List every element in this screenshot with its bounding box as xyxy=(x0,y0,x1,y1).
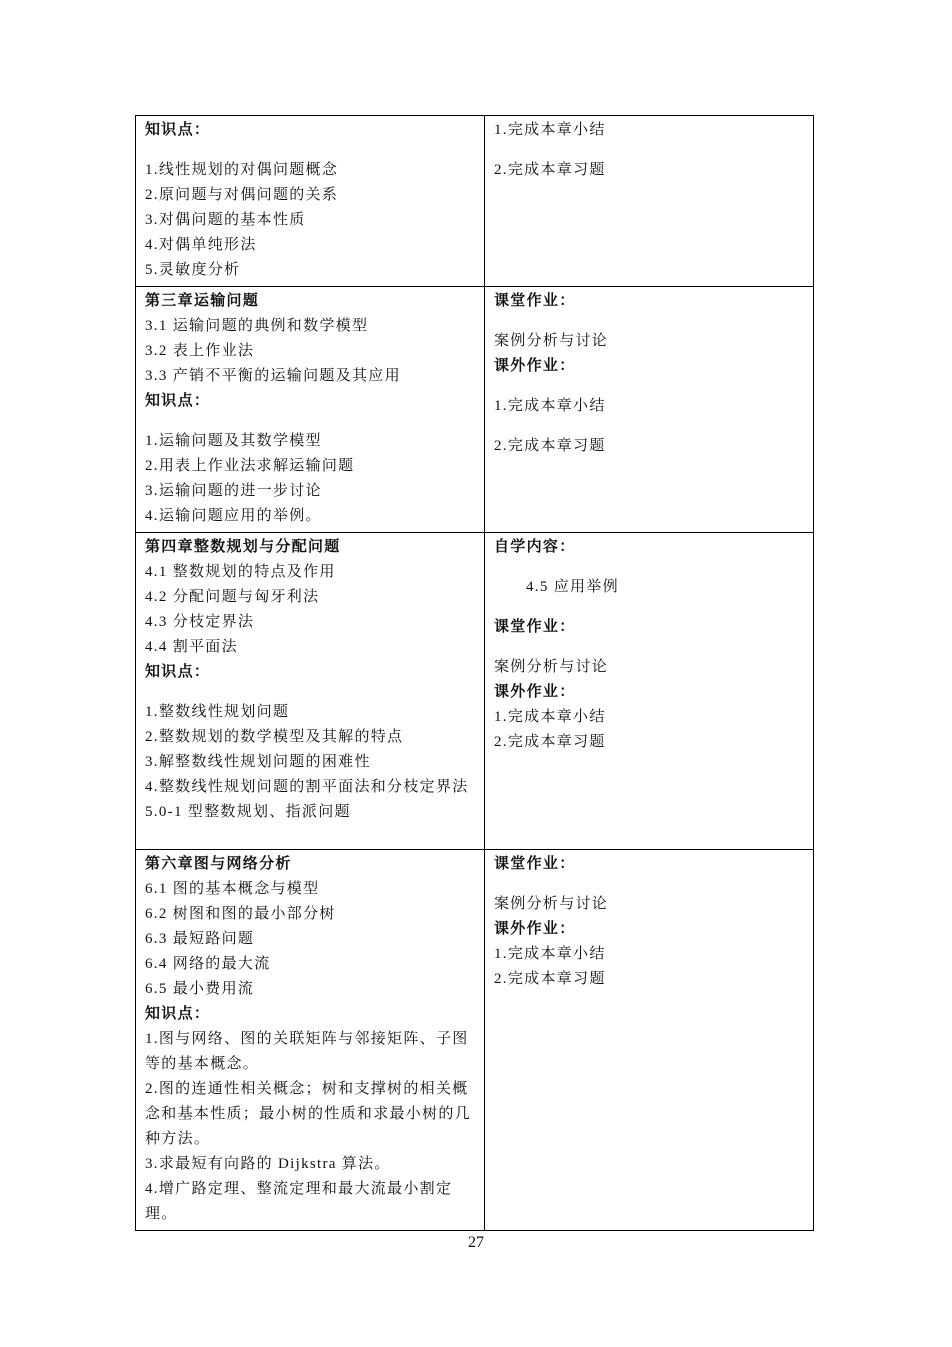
table-row xyxy=(136,287,814,533)
class-work-text: 案例分析与讨论 xyxy=(494,659,609,675)
homework-heading: 课外作业： xyxy=(494,358,576,374)
self-study-item: 4.5 应用举例 xyxy=(526,579,619,595)
chapter-title: 第六章图与网络分析 xyxy=(145,856,292,872)
section-item: 6.2 树图和图的最小部分树 xyxy=(145,906,336,922)
knowledge-point: 3.运输问题的进一步讨论 xyxy=(145,483,322,499)
knowledge-points-heading: 知识点： xyxy=(145,122,211,138)
knowledge-point: 1.图与网络、图的关联矩阵与邻接矩阵、子图等的基本概念。 xyxy=(145,1031,469,1072)
homework-item: 2.完成本章习题 xyxy=(494,734,606,750)
assignment-cell xyxy=(485,116,814,287)
knowledge-point: 5.灵敏度分析 xyxy=(145,262,241,278)
table-row xyxy=(136,850,814,1231)
section-item: 4.2 分配问题与匈牙利法 xyxy=(145,589,320,605)
knowledge-point: 3.解整数线性规划问题的困难性 xyxy=(145,754,371,770)
knowledge-point: 5.0-1 型整数规划、指派问题 xyxy=(145,804,351,820)
knowledge-point: 4.运输问题应用的举例。 xyxy=(145,508,322,524)
content-cell xyxy=(136,533,485,850)
knowledge-point: 2.原问题与对偶问题的关系 xyxy=(145,187,339,203)
homework-item: 2.完成本章习题 xyxy=(494,162,606,178)
knowledge-point: 1.运输问题及其数学模型 xyxy=(145,433,322,449)
assignment-cell xyxy=(485,287,814,533)
chapter-title: 第四章整数规划与分配问题 xyxy=(145,539,341,555)
homework-heading: 课外作业： xyxy=(494,684,576,700)
table-row xyxy=(136,116,814,287)
content-cell xyxy=(136,850,485,1231)
homework-item: 1.完成本章小结 xyxy=(494,709,606,725)
page-number: 27 xyxy=(468,1234,484,1251)
knowledge-point: 3.求最短有向路的 Dijkstra 算法。 xyxy=(145,1156,391,1172)
knowledge-point: 2.整数规划的数学模型及其解的特点 xyxy=(145,729,404,745)
table-row xyxy=(136,533,814,850)
class-work-text: 案例分析与讨论 xyxy=(494,896,609,912)
section-item: 4.3 分枝定界法 xyxy=(145,614,255,630)
homework-item: 2.完成本章习题 xyxy=(494,971,606,987)
chapter-title: 第三章运输问题 xyxy=(145,293,260,309)
knowledge-points-heading: 知识点： xyxy=(145,1006,211,1022)
section-item: 3.2 表上作业法 xyxy=(145,343,255,359)
homework-item: 1.完成本章小结 xyxy=(494,398,606,414)
syllabus-table xyxy=(135,115,814,1231)
knowledge-points-heading: 知识点： xyxy=(145,664,211,680)
knowledge-point: 2.用表上作业法求解运输问题 xyxy=(145,458,355,474)
assignment-cell xyxy=(485,533,814,850)
section-item: 4.1 整数规划的特点及作用 xyxy=(145,564,336,580)
section-item: 3.1 运输问题的典例和数学模型 xyxy=(145,318,369,334)
self-study-heading: 自学内容： xyxy=(494,539,576,555)
homework-item: 2.完成本章习题 xyxy=(494,438,606,454)
knowledge-point: 2.图的连通性相关概念；树和支撑树的相关概念和基本性质；最小树的性质和求最小树的几种方法。 xyxy=(145,1081,472,1147)
section-item: 6.3 最短路问题 xyxy=(145,931,255,947)
section-item: 6.1 图的基本概念与模型 xyxy=(145,881,320,897)
section-item: 6.4 网络的最大流 xyxy=(145,956,271,972)
class-work-heading: 课堂作业： xyxy=(494,856,576,872)
section-item: 6.5 最小费用流 xyxy=(145,981,255,997)
knowledge-points-heading: 知识点： xyxy=(145,393,211,409)
class-work-heading: 课堂作业： xyxy=(494,619,576,635)
homework-item: 1.完成本章小结 xyxy=(494,946,606,962)
knowledge-point: 3.对偶问题的基本性质 xyxy=(145,212,306,228)
section-item: 3.3 产销不平衡的运输问题及其应用 xyxy=(145,368,401,384)
assignment-cell xyxy=(485,850,814,1231)
content-cell xyxy=(136,116,485,287)
knowledge-point: 4.整数线性规划问题的割平面法和分枝定界法 xyxy=(145,779,469,795)
homework-item: 1.完成本章小结 xyxy=(494,122,606,138)
knowledge-point: 1.线性规划的对偶问题概念 xyxy=(145,162,339,178)
knowledge-point: 4.增广路定理、整流定理和最大流最小割定理。 xyxy=(145,1181,453,1222)
section-item: 4.4 割平面法 xyxy=(145,639,238,655)
knowledge-point: 1.整数线性规划问题 xyxy=(145,704,290,720)
class-work-heading: 课堂作业： xyxy=(494,293,576,309)
content-cell xyxy=(136,287,485,533)
knowledge-point: 4.对偶单纯形法 xyxy=(145,237,257,253)
class-work-text: 案例分析与讨论 xyxy=(494,333,609,349)
homework-heading: 课外作业： xyxy=(494,921,576,937)
